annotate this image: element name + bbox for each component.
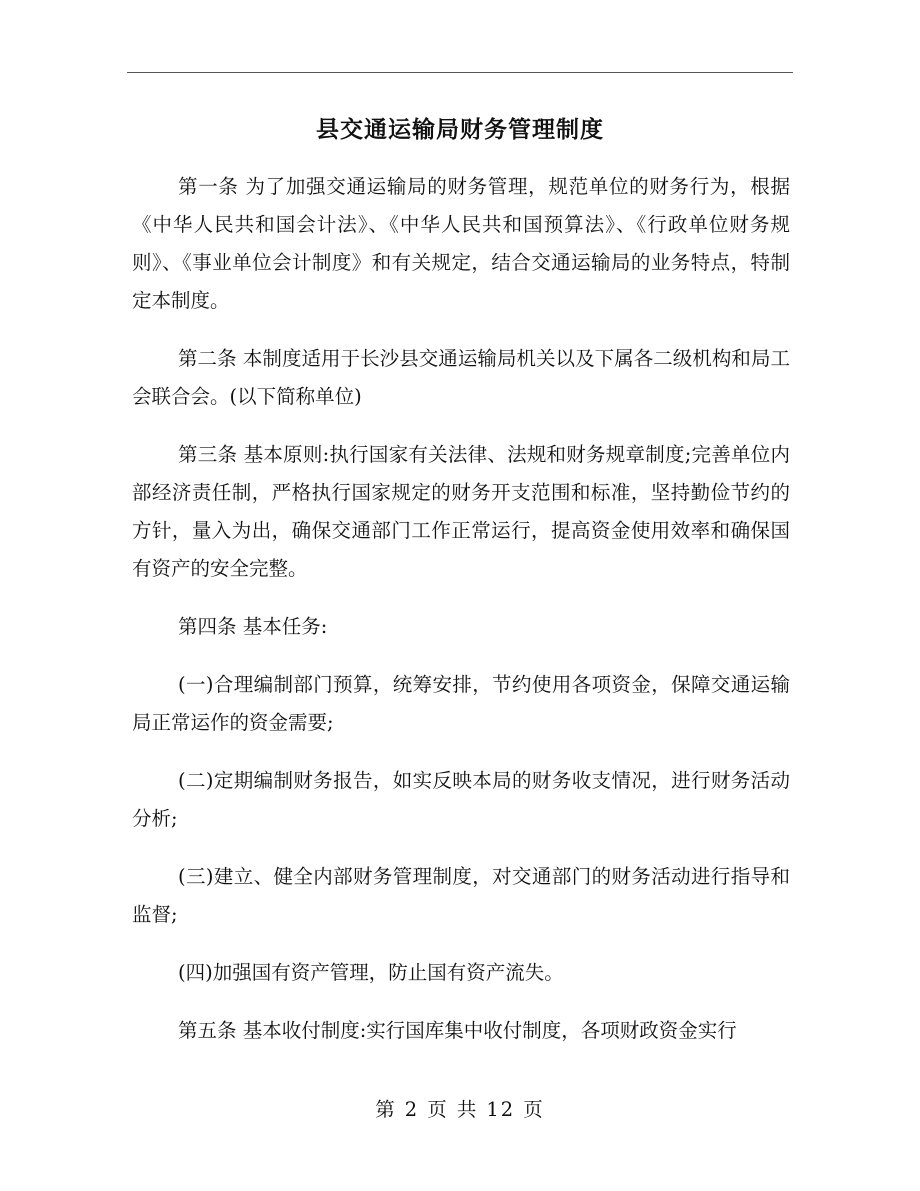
header-rule (127, 72, 793, 73)
paragraph-article-4: 第四条 基本任务: (178, 615, 328, 638)
paragraph-task-4: (四)加强国有资产管理，防止国有资产流失。 (178, 961, 564, 984)
paragraph-article-3: 第三条 基本原则:执行国家有关法律、法规和财务规章制度;完善单位内部经济责任制，严格执行国家规定的财务开支范围和标准，坚持勤俭节约的方针，量入为出，确保交通部门工作正常运行，提高资金使用效率和确保国有资产的安全完整。 (132, 443, 790, 580)
document-body (132, 168, 790, 1070)
paragraph-article-1: 第一条 为了加强交通运输局的财务管理，规范单位的财务行为，根据《中华人民共和国会计法》、《中华人民共和国预算法》、《行政单位财务规则》、《事业单位会计制度》和有关规定，结合交通运输局的业务特点，特制定本制度。 (132, 175, 790, 312)
footer-middle: 页 共 (427, 1098, 479, 1121)
footer-prefix: 第 (375, 1098, 397, 1121)
page-footer (0, 1094, 920, 1122)
paragraph-task-3: (三)建立、健全内部财务管理制度，对交通部门的财务活动进行指导和监督; (132, 865, 790, 926)
paragraph-task-1: (一)合理编制部门预算，统筹安排，节约使用各项资金，保障交通运输局正常运作的资金需要; (132, 673, 790, 734)
paragraph-article-5: 第五条 基本收付制度:实行国库集中收付制度，各项财政资金实行 (178, 1019, 737, 1042)
footer-suffix: 页 (523, 1098, 545, 1121)
total-pages-number: 12 (486, 1098, 516, 1121)
paragraph-task-2: (二)定期编制财务报告，如实反映本局的财务收支情况，进行财务活动分析; (132, 769, 790, 830)
document-title: 县交通运输局财务管理制度 (316, 117, 604, 143)
paragraph-article-2: 第二条 本制度适用于长沙县交通运输局机关以及下属各二级机构和局工会联合会。(以下简称单位) (132, 347, 790, 408)
current-page-number: 2 (404, 1098, 420, 1121)
